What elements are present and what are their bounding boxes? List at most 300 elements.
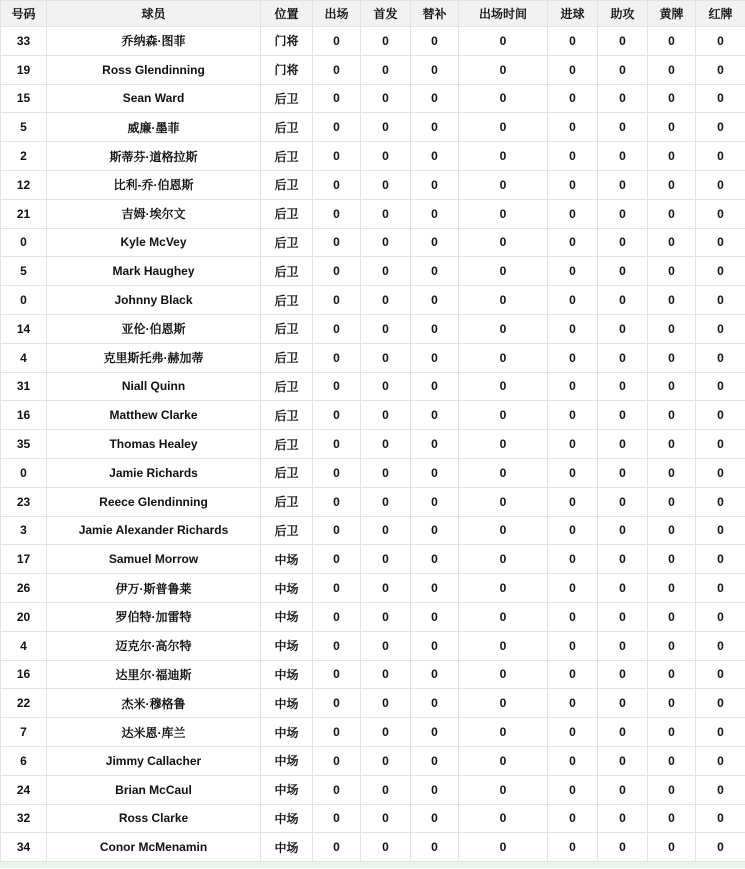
cell-starts: 0 [361,631,411,660]
table-row [1,574,745,603]
cell-substitute: 0 [411,718,459,747]
table-row [1,257,745,286]
cell-starts: 0 [361,487,411,516]
cell-position: 后卫 [261,142,313,171]
cell-number: 4 [1,343,47,372]
cell-red: 0 [696,487,745,516]
cell-appearances: 0 [313,574,361,603]
cell-goals: 0 [548,228,598,257]
cell-red: 0 [696,401,745,430]
column-header-substitute: 替补 [411,1,459,27]
cell-assists: 0 [598,804,648,833]
cell-number: 34 [1,833,47,862]
cell-position: 后卫 [261,170,313,199]
cell-player: 伊万·斯普鲁莱 [47,574,261,603]
cell-red: 0 [696,804,745,833]
cell-number: 15 [1,84,47,113]
cell-substitute: 0 [411,775,459,804]
cell-starts: 0 [361,430,411,459]
cell-assists: 0 [598,199,648,228]
cell-yellow: 0 [648,574,696,603]
table-row [1,775,745,804]
cell-substitute: 0 [411,833,459,862]
cell-substitute: 0 [411,372,459,401]
cell-goals: 0 [548,314,598,343]
cell-assists: 0 [598,314,648,343]
cell-goals: 0 [548,372,598,401]
cell-yellow: 0 [648,689,696,718]
cell-appearances: 0 [313,372,361,401]
cell-goals: 0 [548,286,598,315]
cell-number: 16 [1,660,47,689]
cell-goals: 0 [548,487,598,516]
cell-assists: 0 [598,372,648,401]
cell-goals: 0 [548,27,598,56]
cell-goals: 0 [548,343,598,372]
column-header-yellow: 黄牌 [648,1,696,27]
cell-player: 斯蒂芬·道格拉斯 [47,142,261,171]
cell-yellow: 0 [648,487,696,516]
cell-goals: 0 [548,257,598,286]
cell-starts: 0 [361,55,411,84]
cell-substitute: 0 [411,430,459,459]
cell-appearances: 0 [313,602,361,631]
cell-yellow: 0 [648,545,696,574]
cell-starts: 0 [361,199,411,228]
table-row [1,516,745,545]
table-row [1,343,745,372]
cell-goals: 0 [548,775,598,804]
cell-number: 32 [1,804,47,833]
cell-position: 中场 [261,718,313,747]
cell-substitute: 0 [411,631,459,660]
cell-starts: 0 [361,314,411,343]
cell-substitute: 0 [411,602,459,631]
cell-position: 后卫 [261,113,313,142]
cell-yellow: 0 [648,372,696,401]
cell-substitute: 0 [411,689,459,718]
table-row [1,142,745,171]
cell-substitute: 0 [411,343,459,372]
cell-starts: 0 [361,746,411,775]
cell-player: Jamie Alexander Richards [47,516,261,545]
cell-minutes: 0 [459,113,548,142]
cell-goals: 0 [548,170,598,199]
cell-player: Brian McCaul [47,775,261,804]
cell-substitute: 0 [411,401,459,430]
cell-red: 0 [696,516,745,545]
cell-yellow: 0 [648,170,696,199]
cell-starts: 0 [361,458,411,487]
cell-number: 6 [1,746,47,775]
cell-yellow: 0 [648,113,696,142]
cell-position: 后卫 [261,487,313,516]
cell-goals: 0 [548,545,598,574]
cell-red: 0 [696,257,745,286]
table-row [1,113,745,142]
cell-player: Thomas Healey [47,430,261,459]
table-row [1,430,745,459]
cell-minutes: 0 [459,574,548,603]
cell-minutes: 0 [459,602,548,631]
cell-goals: 0 [548,833,598,862]
cell-appearances: 0 [313,27,361,56]
table-row [1,84,745,113]
table-row [1,602,745,631]
cell-assists: 0 [598,689,648,718]
column-header-position: 位置 [261,1,313,27]
cell-number: 7 [1,718,47,747]
table-row [1,804,745,833]
cell-yellow: 0 [648,516,696,545]
cell-substitute: 0 [411,804,459,833]
cell-number: 5 [1,113,47,142]
cell-assists: 0 [598,574,648,603]
cell-goals: 0 [548,142,598,171]
cell-position: 门将 [261,55,313,84]
cell-number: 5 [1,257,47,286]
cell-appearances: 0 [313,55,361,84]
cell-starts: 0 [361,718,411,747]
cell-position: 中场 [261,545,313,574]
cell-position: 后卫 [261,257,313,286]
cell-starts: 0 [361,545,411,574]
table-row [1,545,745,574]
cell-substitute: 0 [411,142,459,171]
cell-goals: 0 [548,746,598,775]
cell-goals: 0 [548,718,598,747]
cell-substitute: 0 [411,458,459,487]
cell-yellow: 0 [648,199,696,228]
cell-red: 0 [696,574,745,603]
cell-player: 迈克尔·高尔特 [47,631,261,660]
cell-appearances: 0 [313,228,361,257]
cell-player: Ross Glendinning [47,55,261,84]
cell-appearances: 0 [313,458,361,487]
cell-yellow: 0 [648,775,696,804]
cell-assists: 0 [598,660,648,689]
cell-position: 中场 [261,631,313,660]
table-row [1,372,745,401]
cell-red: 0 [696,55,745,84]
cell-assists: 0 [598,458,648,487]
cell-number: 23 [1,487,47,516]
cell-yellow: 0 [648,27,696,56]
cell-number: 3 [1,516,47,545]
cell-red: 0 [696,228,745,257]
cell-minutes: 0 [459,516,548,545]
cell-appearances: 0 [313,833,361,862]
cell-yellow: 0 [648,142,696,171]
cell-position: 中场 [261,660,313,689]
table-row [1,660,745,689]
cell-player: Reece Glendinning [47,487,261,516]
cell-position: 中场 [261,574,313,603]
cell-starts: 0 [361,286,411,315]
cell-red: 0 [696,314,745,343]
column-header-goals: 进球 [548,1,598,27]
cell-yellow: 0 [648,458,696,487]
cell-position: 后卫 [261,286,313,315]
cell-player: 罗伯特·加雷特 [47,602,261,631]
cell-goals: 0 [548,84,598,113]
cell-yellow: 0 [648,718,696,747]
cell-yellow: 0 [648,746,696,775]
cell-minutes: 0 [459,545,548,574]
cell-minutes: 0 [459,55,548,84]
cell-red: 0 [696,660,745,689]
cell-position: 后卫 [261,314,313,343]
cell-player: 比利-乔·伯恩斯 [47,170,261,199]
cell-minutes: 0 [459,286,548,315]
cell-number: 2 [1,142,47,171]
cell-yellow: 0 [648,343,696,372]
cell-yellow: 0 [648,401,696,430]
cell-goals: 0 [548,113,598,142]
cell-starts: 0 [361,170,411,199]
table-row [1,55,745,84]
cell-assists: 0 [598,718,648,747]
cell-player: Matthew Clarke [47,401,261,430]
cell-assists: 0 [598,833,648,862]
cell-assists: 0 [598,516,648,545]
cell-player: Johnny Black [47,286,261,315]
cell-starts: 0 [361,113,411,142]
cell-assists: 0 [598,257,648,286]
cell-appearances: 0 [313,545,361,574]
cell-assists: 0 [598,487,648,516]
cell-goals: 0 [548,430,598,459]
cell-minutes: 0 [459,487,548,516]
cell-appearances: 0 [313,170,361,199]
cell-goals: 0 [548,516,598,545]
cell-goals: 0 [548,602,598,631]
cell-red: 0 [696,746,745,775]
table-row [1,718,745,747]
cell-substitute: 0 [411,574,459,603]
cell-number: 19 [1,55,47,84]
cell-yellow: 0 [648,430,696,459]
cell-number: 4 [1,631,47,660]
cell-assists: 0 [598,343,648,372]
cell-red: 0 [696,430,745,459]
cell-assists: 0 [598,602,648,631]
cell-substitute: 0 [411,199,459,228]
cell-player: 乔纳森·图菲 [47,27,261,56]
cell-position: 中场 [261,804,313,833]
cell-substitute: 0 [411,286,459,315]
cell-number: 21 [1,199,47,228]
cell-yellow: 0 [648,257,696,286]
cell-starts: 0 [361,574,411,603]
cell-minutes: 0 [459,27,548,56]
column-header-red: 红牌 [696,1,745,27]
cell-position: 后卫 [261,516,313,545]
cell-starts: 0 [361,602,411,631]
cell-substitute: 0 [411,660,459,689]
table-row [1,746,745,775]
bottom-partial-row [0,862,745,868]
cell-number: 20 [1,602,47,631]
cell-goals: 0 [548,660,598,689]
cell-red: 0 [696,602,745,631]
cell-number: 24 [1,775,47,804]
cell-red: 0 [696,142,745,171]
column-header-assists: 助攻 [598,1,648,27]
cell-player: 亚伦·伯恩斯 [47,314,261,343]
cell-position: 后卫 [261,199,313,228]
cell-yellow: 0 [648,602,696,631]
cell-minutes: 0 [459,142,548,171]
cell-player: 达里尔·福迪斯 [47,660,261,689]
cell-player: Niall Quinn [47,372,261,401]
cell-red: 0 [696,113,745,142]
cell-number: 17 [1,545,47,574]
cell-starts: 0 [361,84,411,113]
table-row [1,458,745,487]
column-header-minutes: 出场时间 [459,1,548,27]
cell-minutes: 0 [459,372,548,401]
cell-appearances: 0 [313,775,361,804]
cell-minutes: 0 [459,631,548,660]
table-row [1,833,745,862]
cell-position: 后卫 [261,372,313,401]
cell-assists: 0 [598,775,648,804]
cell-minutes: 0 [459,718,548,747]
column-header-starts: 首发 [361,1,411,27]
cell-assists: 0 [598,631,648,660]
cell-number: 16 [1,401,47,430]
cell-appearances: 0 [313,142,361,171]
cell-appearances: 0 [313,689,361,718]
cell-player: 威廉·墨菲 [47,113,261,142]
cell-number: 22 [1,689,47,718]
cell-player: 克里斯托弗·赫加蒂 [47,343,261,372]
cell-minutes: 0 [459,458,548,487]
cell-starts: 0 [361,257,411,286]
cell-number: 26 [1,574,47,603]
cell-goals: 0 [548,458,598,487]
cell-red: 0 [696,170,745,199]
cell-yellow: 0 [648,833,696,862]
cell-substitute: 0 [411,516,459,545]
cell-position: 中场 [261,746,313,775]
cell-appearances: 0 [313,257,361,286]
cell-starts: 0 [361,689,411,718]
cell-minutes: 0 [459,689,548,718]
cell-red: 0 [696,84,745,113]
cell-number: 33 [1,27,47,56]
cell-appearances: 0 [313,401,361,430]
cell-goals: 0 [548,55,598,84]
cell-substitute: 0 [411,27,459,56]
cell-number: 0 [1,286,47,315]
table-row [1,401,745,430]
cell-appearances: 0 [313,516,361,545]
cell-minutes: 0 [459,84,548,113]
cell-starts: 0 [361,372,411,401]
cell-appearances: 0 [313,660,361,689]
cell-minutes: 0 [459,660,548,689]
cell-substitute: 0 [411,545,459,574]
cell-appearances: 0 [313,113,361,142]
cell-number: 35 [1,430,47,459]
cell-yellow: 0 [648,55,696,84]
cell-assists: 0 [598,401,648,430]
cell-red: 0 [696,286,745,315]
cell-minutes: 0 [459,199,548,228]
cell-minutes: 0 [459,170,548,199]
cell-minutes: 0 [459,314,548,343]
cell-goals: 0 [548,199,598,228]
cell-yellow: 0 [648,228,696,257]
cell-assists: 0 [598,55,648,84]
cell-goals: 0 [548,574,598,603]
cell-position: 后卫 [261,430,313,459]
cell-assists: 0 [598,228,648,257]
cell-minutes: 0 [459,746,548,775]
cell-starts: 0 [361,27,411,56]
cell-starts: 0 [361,343,411,372]
cell-red: 0 [696,718,745,747]
cell-position: 门将 [261,27,313,56]
cell-appearances: 0 [313,430,361,459]
column-header-number: 号码 [1,1,47,27]
cell-substitute: 0 [411,746,459,775]
table-row [1,314,745,343]
cell-starts: 0 [361,804,411,833]
cell-number: 0 [1,458,47,487]
cell-position: 后卫 [261,343,313,372]
table-row [1,487,745,516]
cell-red: 0 [696,833,745,862]
cell-substitute: 0 [411,257,459,286]
cell-starts: 0 [361,142,411,171]
cell-assists: 0 [598,113,648,142]
cell-position: 后卫 [261,84,313,113]
cell-red: 0 [696,689,745,718]
cell-appearances: 0 [313,199,361,228]
cell-assists: 0 [598,286,648,315]
table-row [1,631,745,660]
cell-yellow: 0 [648,314,696,343]
cell-red: 0 [696,372,745,401]
cell-appearances: 0 [313,718,361,747]
cell-substitute: 0 [411,84,459,113]
cell-number: 14 [1,314,47,343]
cell-minutes: 0 [459,430,548,459]
cell-starts: 0 [361,660,411,689]
cell-yellow: 0 [648,631,696,660]
cell-starts: 0 [361,401,411,430]
cell-position: 中场 [261,689,313,718]
cell-yellow: 0 [648,804,696,833]
column-header-appearances: 出场 [313,1,361,27]
cell-substitute: 0 [411,55,459,84]
cell-minutes: 0 [459,804,548,833]
cell-goals: 0 [548,689,598,718]
cell-number: 0 [1,228,47,257]
cell-player: Mark Haughey [47,257,261,286]
cell-substitute: 0 [411,170,459,199]
cell-player: Kyle McVey [47,228,261,257]
cell-appearances: 0 [313,314,361,343]
cell-appearances: 0 [313,804,361,833]
table-header-row [1,1,745,27]
cell-minutes: 0 [459,833,548,862]
cell-position: 中场 [261,775,313,804]
cell-yellow: 0 [648,84,696,113]
